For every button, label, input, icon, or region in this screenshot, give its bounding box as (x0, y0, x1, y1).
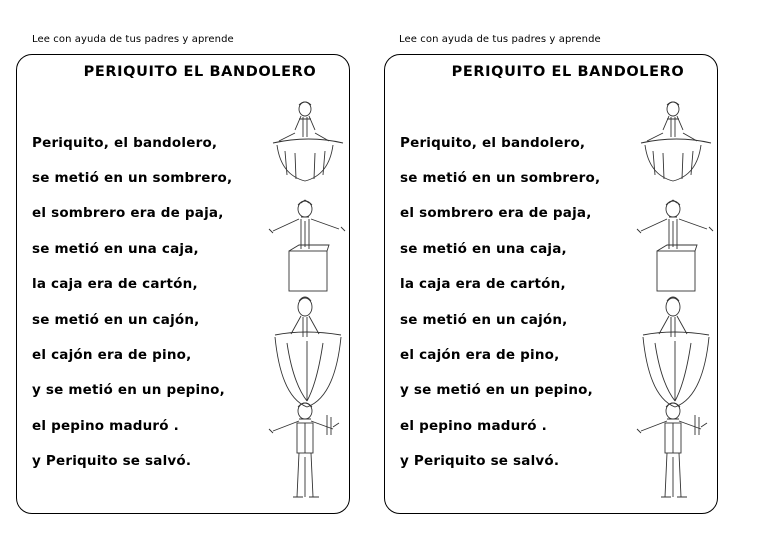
poem-card (384, 54, 718, 514)
verse-line-1: Periquito, el bandolero, (400, 135, 586, 151)
verse-line-2: se metió en un sombrero, (32, 170, 233, 186)
verse-line-8: y se metió en un pepino, (400, 382, 593, 398)
verse-line-6: se metió en un cajón, (32, 312, 200, 328)
verse-line-9: el pepino maduró . (32, 418, 179, 434)
poem-card (16, 54, 350, 514)
verse-line-9: el pepino maduró . (400, 418, 547, 434)
boy-in-drawer-illustration (643, 297, 709, 407)
verse-line-10: y Periquito se salvó. (400, 453, 560, 469)
boy-standing-illustration (269, 403, 339, 497)
poem-title: PERIQUITO EL BANDOLERO (451, 64, 685, 80)
verse-line-7: el cajón era de pino, (400, 347, 560, 363)
poem-title: PERIQUITO EL BANDOLERO (83, 64, 317, 80)
right-worksheet (384, 0, 768, 543)
verse-line-7: el cajón era de pino, (32, 347, 192, 363)
instruction-text: Lee con ayuda de tus padres y aprende (399, 34, 601, 45)
verse-line-6: se metió en un cajón, (400, 312, 568, 328)
verse-line-2: se metió en un sombrero, (400, 170, 601, 186)
verse-line-3: el sombrero era de paja, (400, 205, 592, 221)
periquito-illustrations (633, 99, 719, 509)
boy-in-box-illustration (637, 200, 713, 291)
verse-line-4: se metió en una caja, (32, 241, 199, 257)
periquito-illustrations (265, 99, 351, 509)
instruction-text: Lee con ayuda de tus padres y aprende (32, 34, 234, 45)
verse-line-3: el sombrero era de paja, (32, 205, 224, 221)
verse-line-1: Periquito, el bandolero, (32, 135, 218, 151)
verse-line-8: y se metió en un pepino, (32, 382, 225, 398)
boy-in-hat-illustration (273, 102, 343, 181)
boy-standing-illustration (637, 403, 707, 497)
boy-in-hat-illustration (641, 102, 711, 181)
verse-line-4: se metió en una caja, (400, 241, 567, 257)
boy-in-drawer-illustration (275, 297, 341, 407)
boy-in-box-illustration (269, 200, 345, 291)
verse-line-5: la caja era de cartón, (400, 276, 566, 292)
verse-line-10: y Periquito se salvó. (32, 453, 192, 469)
verse-line-5: la caja era de cartón, (32, 276, 198, 292)
